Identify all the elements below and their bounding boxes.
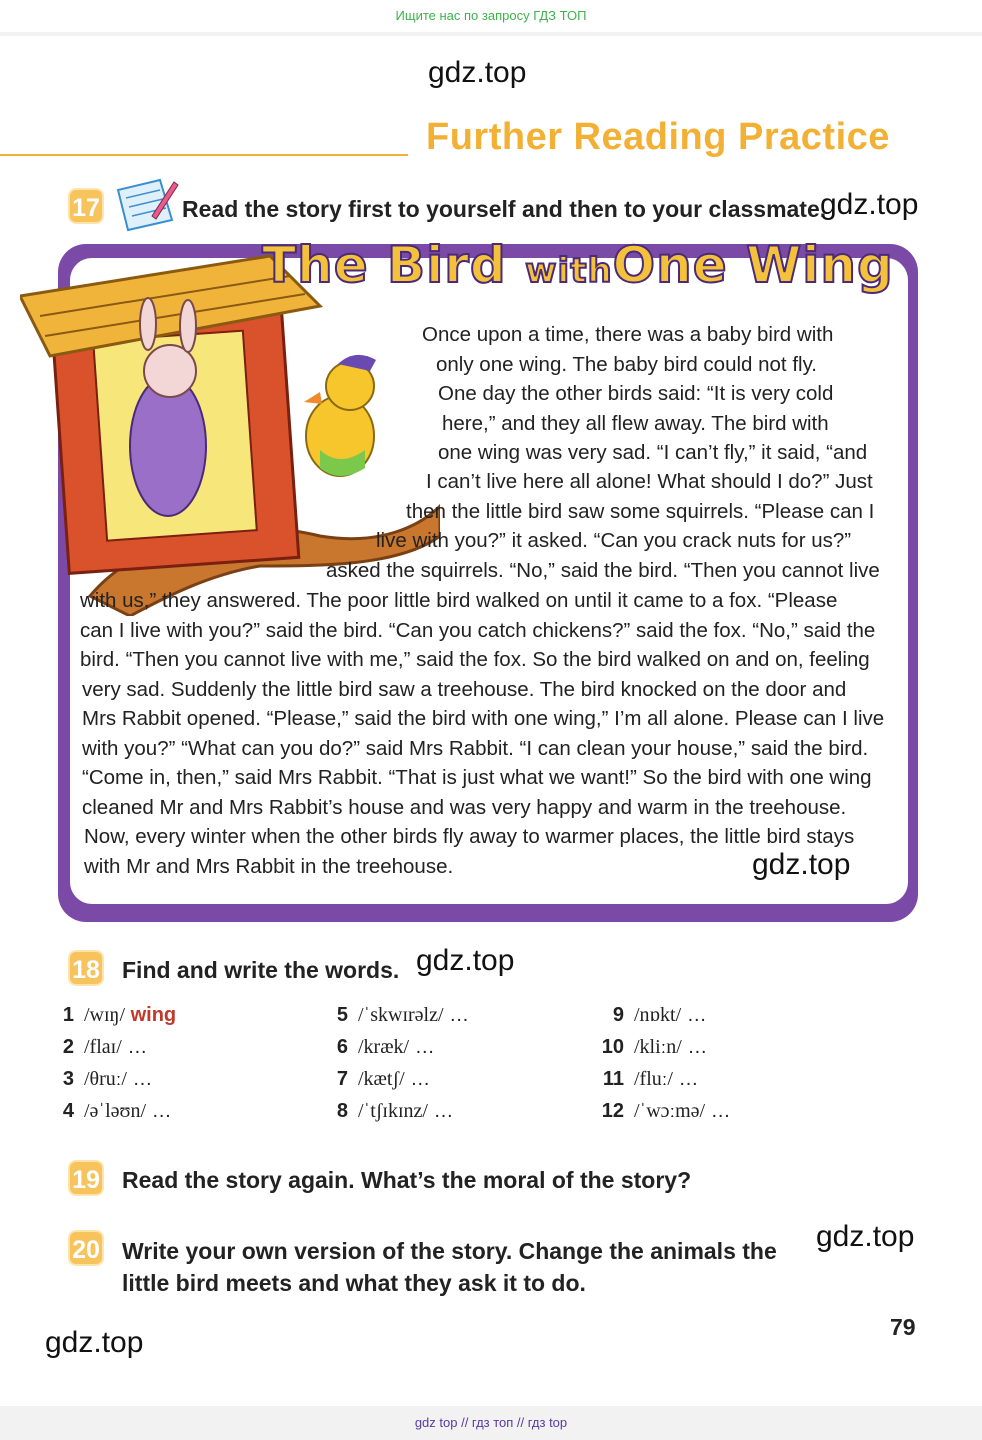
exercise-number-17: 17: [68, 188, 104, 224]
footer-links[interactable]: gdz top // гдз топ // гдз top: [0, 1406, 982, 1440]
watermark: gdz.top: [416, 944, 515, 977]
exercise-number-20: 20: [68, 1230, 104, 1266]
word-item: 1 /wɪŋ/ wing: [62, 1004, 177, 1026]
story-line: asked the squirrels. “No,” said the bird. “Then you cannot live: [326, 559, 880, 582]
word-item: 5 /ˈskwɪrəlz/ …: [336, 1004, 470, 1026]
exercise-number-19: 19: [68, 1160, 104, 1196]
page-number: 79: [890, 1314, 916, 1340]
exercise-18-instruction: Find and write the words.: [122, 957, 400, 983]
word-item: 7 /kætʃ/ …: [336, 1068, 431, 1090]
story-line: Now, every winter when the other birds fly away to warmer places, the little bird stays: [84, 825, 855, 848]
story-line: with us,” they answered. The poor little bird walked on until it came to a fox. “Please: [80, 589, 838, 612]
story-line: only one wing. The baby bird could not fly.: [436, 353, 818, 376]
story-line: One day the other birds said: “It is very cold: [438, 382, 834, 405]
story-title-part1: The Bird: [262, 236, 507, 294]
story-line: Once upon a time, there was a baby bird with: [422, 323, 834, 346]
story-line: one wing was very sad. “I can’t fly,” it said, “and: [438, 441, 868, 464]
watermark: gdz.top: [820, 188, 919, 221]
story-title-part2: with: [525, 251, 613, 291]
watermark: gdz.top: [428, 56, 527, 89]
story-line: can I live with you?” said the bird. “Can you catch chickens?” said the fox. “No,” said the: [80, 619, 876, 642]
top-banner: [0, 0, 982, 32]
story-title: [262, 236, 894, 294]
story-line: Mrs Rabbit opened. “Please,” said the bird with one wing,” I’m all alone. Please can I live: [82, 707, 885, 730]
word-item: 11 /fluː/ …: [602, 1068, 699, 1090]
story-line: live with you?” it asked. “Can you crack nuts for us?”: [376, 529, 852, 552]
textbook-page: [0, 36, 982, 1406]
word-item: 8 /ˈtʃɪkɪnz/ …: [336, 1100, 454, 1122]
word-item: 2 /flaɪ/ …: [62, 1036, 148, 1058]
heading-rule: [0, 154, 408, 156]
story-line: with you?” “What can you do?” said Mrs Rabbit. “I can clean your house,” said the bird.: [82, 737, 869, 760]
story-line: “Come in, then,” said Mrs Rabbit. “That is just what we want!” So the bird with one wing: [82, 766, 872, 789]
word-item: 6 /kræk/ …: [336, 1036, 435, 1058]
story-line: with Mr and Mrs Rabbit in the treehouse.: [84, 855, 454, 878]
word-item: 9 /nɒkt/ …: [612, 1004, 707, 1026]
word-item: 3 /θruː/ …: [62, 1068, 153, 1090]
exercise-19-instruction: Read the story again. What’s the moral of the story?: [122, 1167, 692, 1193]
story-title-part3: One Wing: [612, 236, 894, 294]
exercise-20-instruction-line1: Write your own version of the story. Change the animals the: [122, 1238, 777, 1264]
exercise-number-18: 18: [68, 950, 104, 986]
watermark: gdz.top: [816, 1220, 915, 1253]
word-item: 12 /ˈwɔːmə/ …: [601, 1100, 731, 1122]
word-item: 10 /kliːn/ …: [601, 1036, 708, 1058]
story-line: here,” and they all flew away. The bird with: [442, 412, 829, 435]
exercise-20-instruction-line2: little bird meets and what they ask it to do.: [122, 1270, 586, 1296]
notepad-pencil-icon: [112, 176, 180, 232]
story-line: bird. “Then you cannot live with me,” said the fox. So the bird walked on and on, feeling: [80, 648, 870, 671]
top-banner-text: Ищите нас по запросу ГДЗ ТОП: [395, 8, 587, 23]
story-line: then the little bird saw some squirrels. “Please can I: [406, 500, 875, 523]
story-line: cleaned Mr and Mrs Rabbit’s house and was very happy and warm in the treehouse.: [82, 796, 847, 819]
story-line: very sad. Suddenly the little bird saw a treehouse. The bird knocked on the door and: [82, 678, 847, 701]
watermark: gdz.top: [45, 1326, 144, 1359]
section-heading: Further Reading Practice: [426, 116, 890, 158]
word-item: 4 /əˈləʊn/ …: [62, 1100, 172, 1122]
story-line: I can’t live here all alone! What should I do?” Just: [426, 470, 873, 493]
watermark: gdz.top: [752, 848, 851, 881]
exercise-17-instruction: Read the story first to yourself and then to your classmate.: [182, 196, 827, 222]
